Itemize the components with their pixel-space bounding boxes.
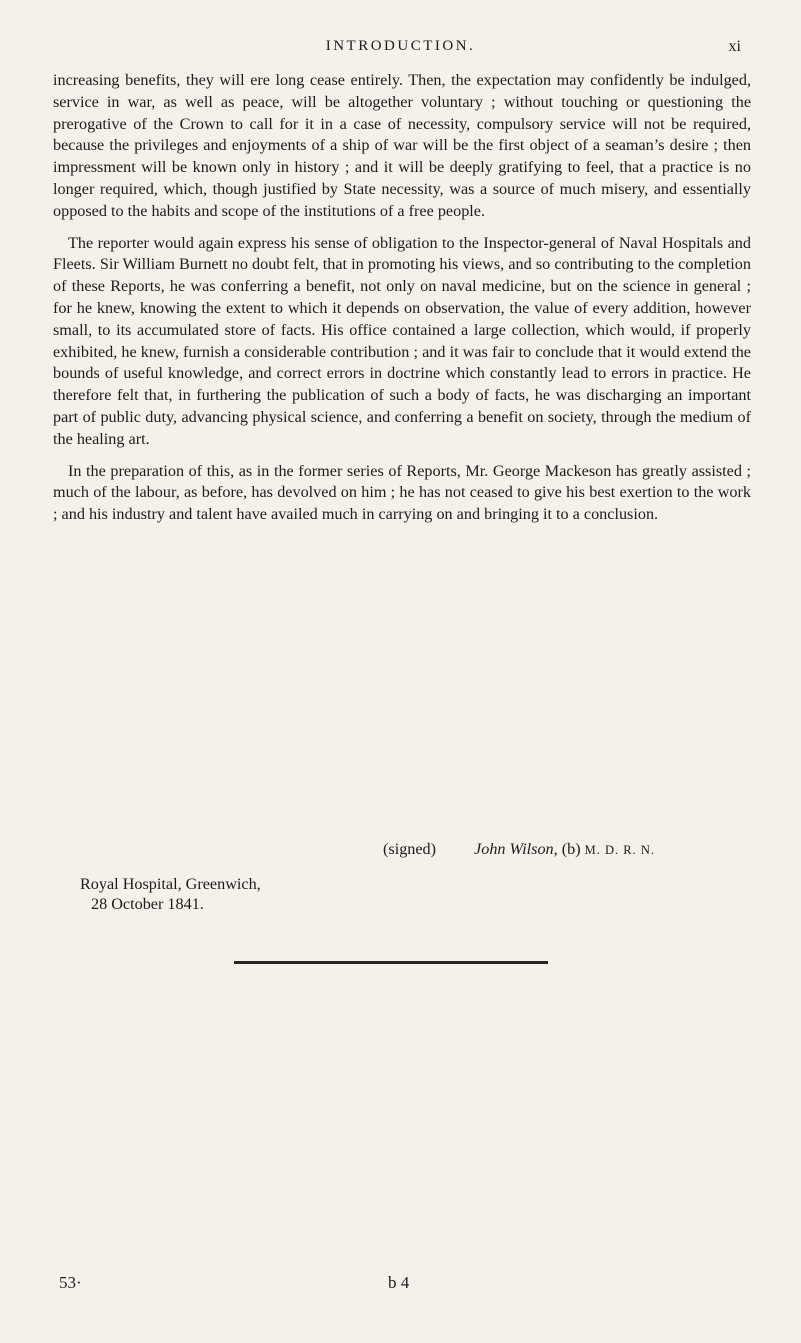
page-number: xi [728, 38, 741, 55]
place-and-date [80, 874, 261, 914]
paragraph-preparation: In the preparation of this, as in the former series of Reports, Mr. George Mackeson has greatly assisted ; much of the labour, as before, has devolved on him ; he has not ceased to give his best exertion to the work ; and his industry and talent have availed much in carrying on and bringing it to a conclusion. [53, 461, 751, 524]
place-location: Royal Hospital, Greenwich, [80, 875, 261, 893]
signature-mark-number: 53· [59, 1273, 82, 1292]
running-title: INTRODUCTION. [325, 38, 476, 54]
section-rule [234, 961, 548, 964]
running-head [0, 38, 801, 60]
paragraph-continued: increasing benefits, they will ere long cease entirely. Then, the expectation may confidently be indulged, service in war, as well as peace, will be altogether voluntary ; without touching or questioning the prerogative of the Crown to call for it in a case of necessity, compulsory service will not be required, because the privileges and enjoyments of a ship of war will be the first object of a seaman’s desire ; then impressment will be known only in history ; and it will be deeply gratifying to feel, that a practice is no longer required, which, though justified by State necessity, was a source of much misery, and essentially opposed to the habits and scope of the institutions of a free people. [53, 71, 751, 220]
body-text [53, 70, 751, 536]
place-date: 28 October 1841. [91, 895, 204, 913]
signature-line [383, 840, 753, 859]
paragraph-obligation: The reporter would again express his sense of obligation to the Inspector-general of Naval Hospitals and Fleets. Sir William Burnett no doubt felt, that in promoting his views, and so contributing to the completion of these Reports, he was conferring a benefit, not only on naval medicine, but on the science in general ; for he knew, knowing the extent to which it depends on observation, the value of every addition, however small, to its accumulated store of facts. His office contained a large collection, which would, if properly exhibited, he knew, furnish a considerable contribution ; and it was fair to conclude that it would extend the bounds of useful knowledge, and correct errors in doctrine which constantly lead to errors in practice. He therefore felt that, in furthering the publication of such a body of facts, he was discharging an important part of public duty, advancing physical science, and conferring a benefit on society, through the medium of the healing art. [53, 233, 751, 448]
signatory-name: John Wilson, [474, 840, 558, 858]
signatory-degree: M. D. R. N. [584, 843, 656, 857]
signed-label: (signed) [383, 840, 437, 858]
signature-mark-letter: b 4 [388, 1273, 410, 1292]
footnote-marker: (b) [561, 840, 581, 858]
